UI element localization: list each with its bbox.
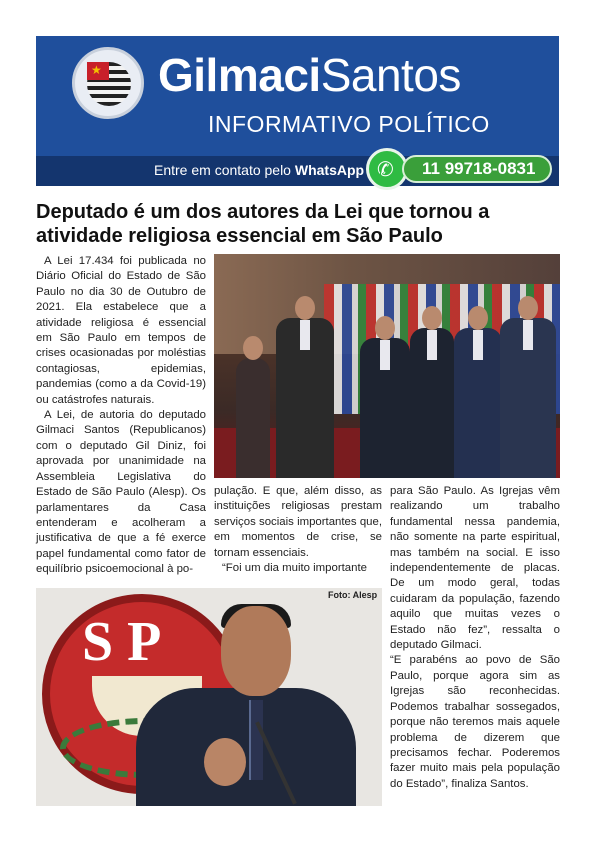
deputy-photo [36,588,382,806]
person-figure [500,318,556,478]
paragraph: para São Paulo. As Igrejas vêm realizando um trabalho fundamental nessa pandemia, não somente na parte espiritual, mas também na social. E isso independentemente de placas. De um modo geral, todas cuidaram da população, fazendo aquilo que muitas vezes o Estado não fez”, ressalta o deputado Gilmaci. [390,485,560,652]
seal-text: SP [82,611,176,673]
sp-flag-logo-icon [72,47,144,119]
person-shirt [523,320,533,350]
paragraph: A Lei, de autoria do deputado Gilmaci Santos (Republicanos) com o deputado Gil Diniz, foi aprovada por unanimidade na Assembleia Legislativa do Estado de São Paulo (Alesp). Os parlamentares da Casa entenderam e acolheram a justificativa de que a fé exerce papel fundamental como fator de equilíbrio psicoemocional à po- [36,409,206,576]
brand-name-bold: Gilmaci [158,49,321,101]
phone-handset-icon: ✆ [377,159,394,181]
brand-name-regular: Santos [320,49,461,101]
contact-app: WhatsApp [294,162,365,178]
contact-prefix: Entre em contato pelo [154,162,295,178]
star-icon: ★ [91,63,102,77]
person-head [422,306,442,330]
paragraph: “Foi um dia muito importante [222,562,367,575]
person-head [375,316,395,340]
photo-credit: Foto: Alesp [328,590,378,600]
person-figure [276,318,334,478]
article-headline: Deputado é um dos autores da Lei que tornou a atividade religiosa essencial em São Paulo [36,201,490,247]
person-shirt [427,330,437,360]
article-column-1 [36,254,206,578]
paragraph: A Lei 17.434 foi publicada no Diário Oficial do Estado de São Paulo no dia 30 de Outubro de 2021. Ela estabelece que a atividade religiosa é essencial em São Paulo em tempos de crises ocasionadas por moléstias contagiosas, epidemias, pandemias (como a da Covid-19) ou catástrofes naturais. [36,255,206,406]
person-figure [236,358,270,478]
person-head [295,296,315,320]
contact-text [154,162,364,178]
person-head [243,336,263,360]
person-figure [410,328,454,478]
person-shirt [473,330,483,360]
speaker-tie [249,700,263,780]
header-banner [36,36,559,186]
group-photo [214,254,560,478]
person-figure [360,338,410,478]
person-head [468,306,488,330]
article-column-3 [390,484,560,792]
person-head [518,296,538,320]
paragraph: pulação. E que, além disso, as instituições religiosas prestam serviços sociais importantes que, em momentos de crise, se tornam essenciais. [214,485,382,559]
brand-name [158,48,461,102]
speaker-suit [136,688,356,806]
brand-subtitle: INFORMATIVO POLÍTICO [208,111,490,137]
phone-number[interactable]: 11 99718-0831 [402,155,552,183]
article-column-2 [214,484,382,576]
speaker-hand [204,738,246,786]
paragraph: “E parabéns ao povo de São Paulo, porque agora sim as Igrejas são reconhecidas. Podemos trabalhar sossegados, porque não teremos mais aquele problema de dizerem que precisamos fechar. Poderemos fazer muito mais pela população do Estado”, finaliza Santos. [390,654,560,790]
person-figure [454,328,502,478]
person-shirt [380,340,390,370]
person-shirt [300,320,310,350]
speaker-face [221,606,291,696]
